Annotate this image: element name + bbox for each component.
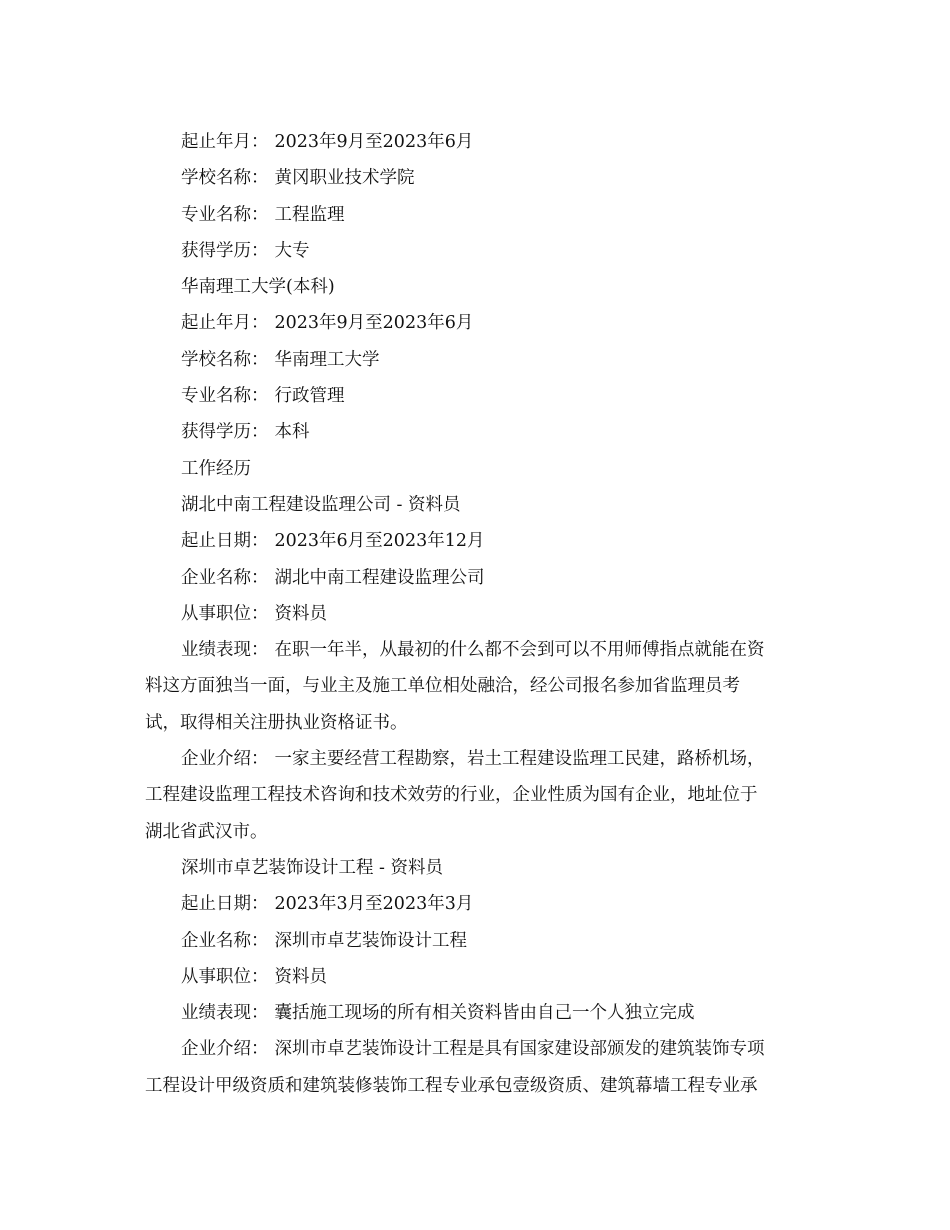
field-label: 学校名称： [181, 349, 269, 370]
field-value: 在职一年半，从最初的什么都不会到可以不用师傅指点就能在资 [274, 640, 765, 661]
job-position-row [145, 959, 805, 995]
field-value: 2023年9月至2023年6月 [274, 313, 474, 334]
field-label: 从事职位： [181, 603, 269, 624]
education-major-row [145, 197, 805, 233]
education-period-row [145, 124, 805, 160]
education-degree-row [145, 233, 805, 269]
field-value: 2023年3月至2023年3月 [274, 894, 474, 915]
job-performance-row [145, 995, 805, 1031]
field-value: 本科 [274, 422, 310, 443]
job-period-row [145, 886, 805, 922]
field-value: 2023年9月至2023年6月 [274, 132, 474, 152]
paragraph-line: 工程设计甲级资质和建筑装修装饰工程专业承包壹级资质、建筑幕墙工程专业承 [145, 1075, 758, 1096]
job-company-row [145, 560, 805, 596]
field-value: 湖北中南工程建设监理公司 [274, 567, 485, 588]
education-major-row [145, 378, 805, 414]
paragraph-line: 试，取得相关注册执业资格证书。 [145, 712, 408, 733]
section-heading-work: 工作经历 [181, 458, 251, 479]
field-label: 企业介绍： [181, 1039, 269, 1060]
field-label: 业绩表现： [181, 640, 269, 661]
field-value: 资料员 [274, 603, 327, 624]
field-value: 2023年6月至2023年12月 [274, 531, 485, 552]
field-label: 企业名称： [181, 567, 269, 588]
field-label: 从事职位： [181, 966, 269, 987]
field-label: 专业名称： [181, 204, 269, 225]
paragraph-line [145, 1031, 805, 1067]
field-label: 起止日期： [181, 894, 269, 915]
field-value: 工程监理 [274, 204, 345, 225]
field-label: 企业介绍： [181, 749, 269, 770]
field-value: 行政管理 [274, 386, 345, 407]
paragraph-line: 湖北省武汉市。 [145, 821, 268, 842]
education-heading: 华南理工大学(本科) [181, 277, 335, 298]
field-value: 囊括施工现场的所有相关资料皆由自己一个人独立完成 [274, 1003, 695, 1024]
paragraph-line: 工程建设监理工程技术咨询和技术效劳的行业，企业性质为国有企业，地址位于 [145, 785, 758, 806]
education-school-row [145, 342, 805, 378]
field-value: 华南理工大学 [274, 349, 380, 370]
job-intro-paragraph [145, 741, 805, 850]
job-period-row [145, 523, 805, 559]
field-label: 业绩表现： [181, 1003, 269, 1024]
field-value: 大专 [274, 240, 310, 261]
field-value: 资料员 [274, 966, 327, 987]
field-value: 黄冈职业技术学院 [274, 168, 415, 189]
field-label: 企业名称： [181, 930, 269, 951]
job-performance-paragraph [145, 632, 805, 741]
field-value: 深圳市卓艺装饰设计工程是具有国家建设部颁发的建筑装饰专项 [274, 1039, 765, 1060]
paragraph-line: 料这方面独当一面，与业主及施工单位相处融洽，经公司报名参加省监理员考 [145, 676, 740, 697]
job-heading: 湖北中南工程建设监理公司 - 资料员 [181, 494, 461, 515]
paragraph-line [145, 741, 805, 777]
education-degree-row [145, 414, 805, 450]
field-label: 起止年月： [181, 313, 269, 334]
job-heading: 深圳市卓艺装饰设计工程 - 资料员 [181, 857, 444, 878]
job-intro-paragraph [145, 1031, 805, 1104]
field-label: 起止日期： [181, 531, 269, 552]
field-value: 深圳市卓艺装饰设计工程 [274, 930, 467, 951]
paragraph-line [145, 632, 805, 668]
field-label: 获得学历： [181, 240, 269, 261]
education-school-row [145, 160, 805, 196]
field-label: 获得学历： [181, 422, 269, 443]
field-value: 一家主要经营工程勘察，岩土工程建设监理工民建，路桥机场， [274, 749, 765, 770]
job-position-row [145, 596, 805, 632]
resume-body [145, 124, 805, 1104]
field-label: 起止年月： [181, 132, 269, 152]
field-label: 学校名称： [181, 168, 269, 189]
education-period-row [145, 305, 805, 341]
field-label: 专业名称： [181, 386, 269, 407]
job-company-row [145, 923, 805, 959]
